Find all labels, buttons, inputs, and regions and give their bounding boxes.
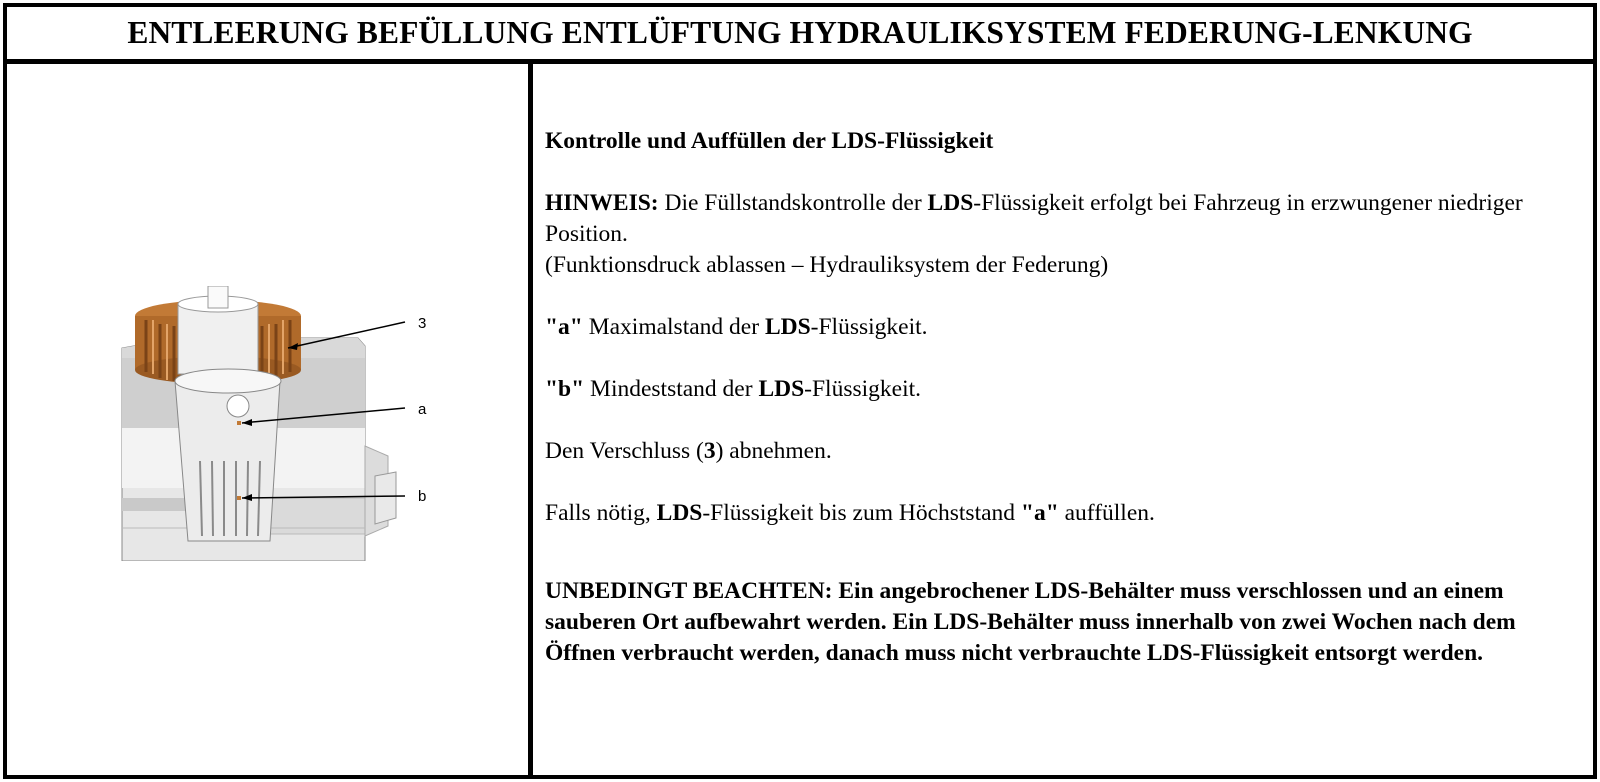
min-level-line: "b" Mindeststand der LDS-Flüssigkeit. [545, 376, 922, 402]
max-level-line: "a" Maximalstand der LDS-Flüssigkeit. [545, 314, 928, 340]
procedure-text [545, 126, 1575, 669]
filler-neck [178, 286, 258, 374]
callout-a: a [418, 401, 427, 418]
remove-cap-line: Den Verschluss (3) abnehmen. [545, 438, 832, 464]
reservoir-illustration [120, 286, 440, 561]
title-bar [7, 7, 1593, 64]
text-column [533, 64, 1593, 775]
hinweis-note: (Funktionsdruck ablassen – Hydrauliksystem der Federung) [545, 252, 1109, 278]
document-page [3, 3, 1597, 779]
section-heading: Kontrolle und Auffüllen der LDS-Flüssigkeit [545, 128, 994, 154]
callout-b: b [418, 488, 427, 505]
hinweis-paragraph: HINWEIS: Die Füllstandskontrolle der LDS-Flüssigkeit erfolgt bei Fahrzeug in erzwungener niedriger Position. [545, 190, 1523, 247]
warning-paragraph: UNBEDINGT BEACHTEN: Ein angebrochener LDS-Behälter muss verschlossen und an einem sauberen Ort aufbewahrt werden. Ein LDS-Behälter muss innerhalb von zwei Wochen nach dem Öffnen verbraucht werden, danach muss nicht verbrauchte LDS-Flüssigkeit entsorgt werden. [545, 578, 1516, 666]
level-strainer [175, 369, 281, 541]
fill-line: Falls nötig, LDS-Flüssigkeit bis zum Höchststand "a" auffüllen. [545, 500, 1155, 526]
page-title: ENTLEERUNG BEFÜLLUNG ENTLÜFTUNG HYDRAULIKSYSTEM FEDERUNG-LENKUNG [127, 15, 1473, 50]
figure-column [7, 64, 533, 775]
callout-3: 3 [418, 315, 427, 332]
